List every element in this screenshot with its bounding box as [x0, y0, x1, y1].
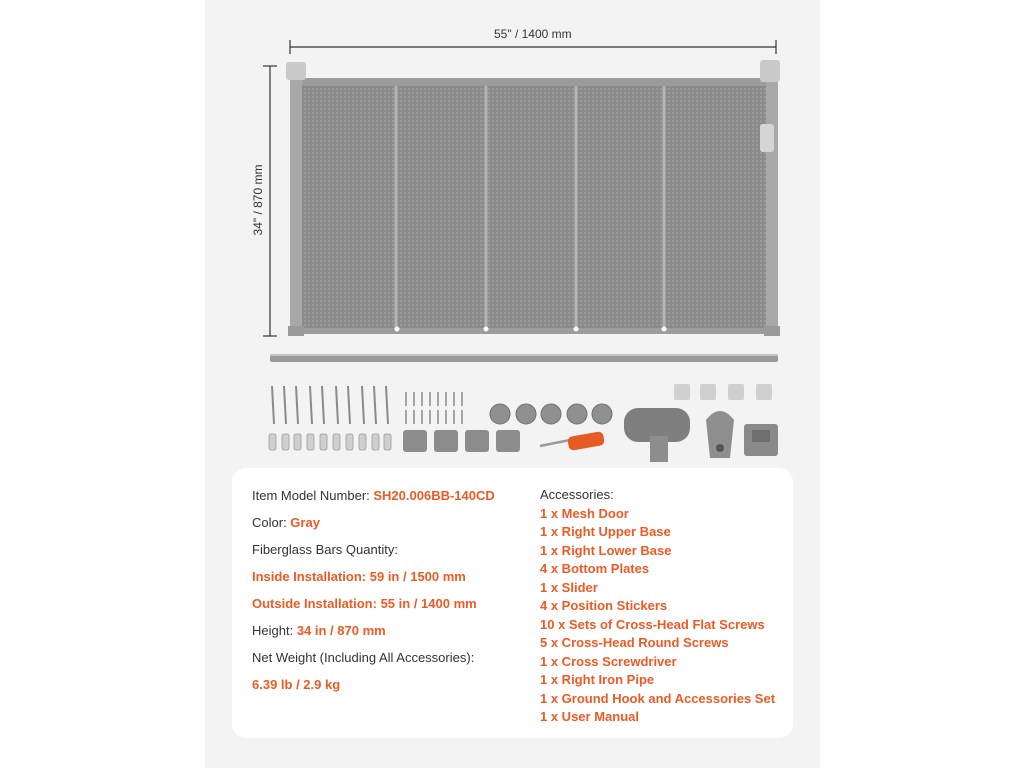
- color: Color: Gray: [252, 515, 320, 530]
- height: Height: 34 in / 870 mm: [252, 623, 386, 638]
- slider-clips: [674, 384, 772, 400]
- small-screws: [406, 392, 462, 424]
- ground-hook: [706, 411, 734, 458]
- accessories-list: [540, 486, 775, 727]
- cross-screwdriver: [540, 431, 605, 451]
- bottom-plates: [403, 430, 520, 452]
- accessory-item: 1 x User Manual: [540, 709, 639, 724]
- inside-installation: Inside Installation: 59 in / 1500 mm: [252, 569, 466, 584]
- accessory-item: 1 x Mesh Door: [540, 505, 629, 521]
- accessory-item: 1 x Ground Hook and Accessories Set: [540, 690, 776, 706]
- accessories-title: Accessories:: [540, 487, 614, 502]
- long-screws: [272, 386, 388, 424]
- accessory-item: 1 x Slider: [540, 579, 598, 595]
- fiberglass-bars: Fiberglass Bars Quantity:: [252, 542, 398, 557]
- position-stickers: [490, 404, 612, 424]
- net-weight-label: Net Weight (Including All Accessories):: [252, 650, 475, 665]
- accessory-item: 4 x Bottom Plates: [540, 561, 650, 576]
- accessory-item: 10 x Sets of Cross-Head Flat Screws: [540, 616, 765, 632]
- right-upper-base: [624, 408, 690, 462]
- accessory-item: 1 x Right Iron Pipe: [540, 672, 655, 687]
- mesh-gate: [286, 60, 780, 336]
- accessory-item: 5 x Cross-Head Round Screws: [540, 635, 729, 650]
- model-number: Item Model Number: SH20.006BB-140CD: [252, 488, 495, 503]
- right-lower-base: [744, 424, 778, 456]
- net-weight-value: 6.39 lb / 2.9 kg: [252, 677, 341, 692]
- width-dimension-line: [290, 40, 776, 54]
- height-dimension-line: [263, 66, 277, 336]
- wall-anchors: [269, 434, 391, 450]
- accessory-item: 1 x Right Upper Base: [540, 524, 671, 539]
- accessory-item: 4 x Position Stickers: [540, 598, 668, 613]
- spec-card: [232, 468, 793, 738]
- accessory-item: 1 x Cross Screwdriver: [540, 653, 677, 669]
- accessory-item: 1 x Right Lower Base: [540, 542, 672, 558]
- outside-installation: Outside Installation: 55 in / 1400 mm: [252, 596, 477, 611]
- height-dimension-label: 34" / 870 mm: [251, 164, 265, 236]
- iron-pipe: [270, 354, 778, 362]
- width-dimension-label: 55" / 1400 mm: [494, 27, 572, 41]
